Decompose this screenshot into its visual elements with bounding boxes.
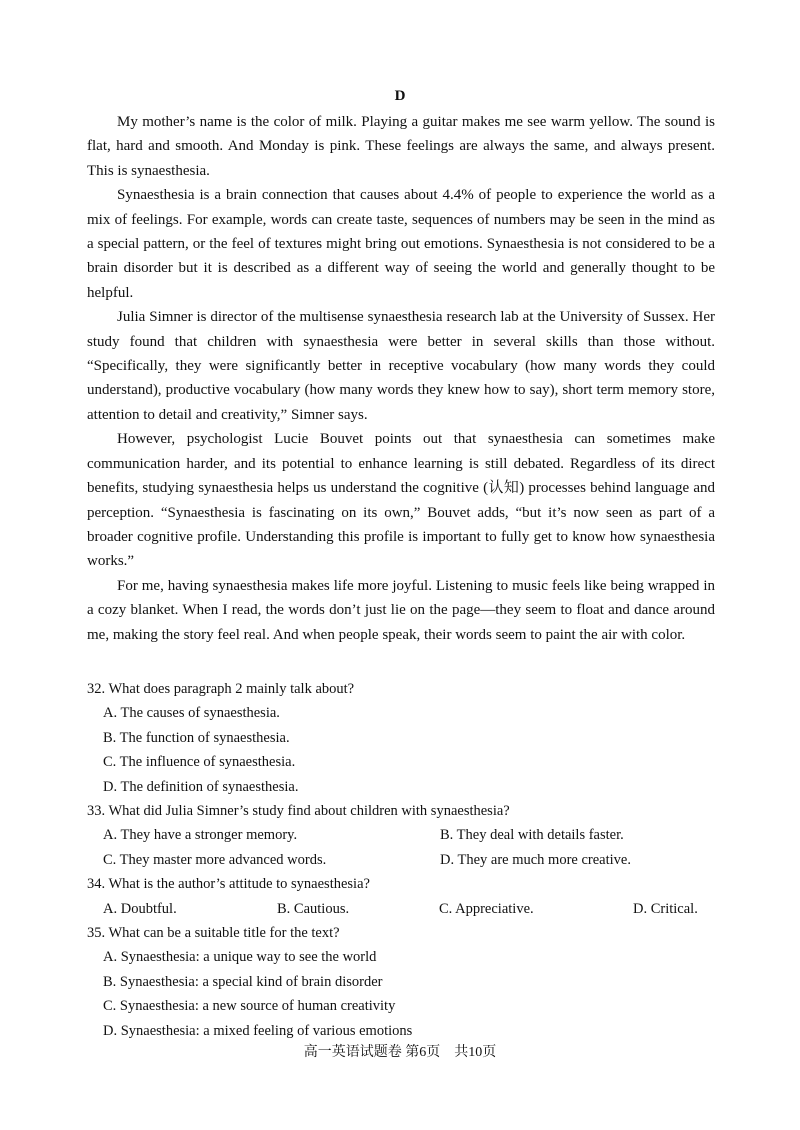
option-list <box>87 823 727 872</box>
option-row <box>103 823 727 847</box>
option-c: C. They master more advanced words. <box>103 851 327 868</box>
option-c: C. The influence of synaesthesia. <box>103 754 296 771</box>
passage-paragraph-1: My mother’s name is the color of milk. Playing a guitar makes me see warm yellow. The sound is flat, hard and smooth. And Monday is pink. These feelings are always the same, and always present. This is synaesthesia. <box>87 114 715 179</box>
page-footer: 高一英语试题卷 第6页 共10页 <box>303 1045 497 1060</box>
question-33 <box>87 799 727 872</box>
option-c: C. Synaesthesia: a new source of human creativity <box>103 998 396 1015</box>
passage-paragraph-2: Synaesthesia is a brain connection that causes about 4.4% of people to experience the world as a mix of feelings. For example, words can create taste, sequences of numbers may be seen in the mind as a special pattern, or the feel of textures might bring out emotions. Synaesthesia is not considered to be a brain disorder but it is described as a different way of seeing the world and generally thought to be helpful. <box>87 187 715 301</box>
question-35 <box>87 921 727 1043</box>
question-34 <box>87 872 727 921</box>
option-d: D. The definition of synaesthesia. <box>103 778 299 795</box>
option-b: B. Synaesthesia: a special kind of brain disorder <box>103 973 383 990</box>
section-label: D <box>394 88 406 104</box>
option-d: D. Critical. <box>633 900 698 917</box>
option-row <box>103 848 727 872</box>
option-row <box>103 897 727 921</box>
option-b: B. Cautious. <box>277 900 350 917</box>
option-c: C. Appreciative. <box>439 900 534 917</box>
option-list <box>87 897 727 921</box>
option-list <box>87 701 727 799</box>
question-stem: 35. What can be a suitable title for the text? <box>87 925 340 942</box>
option-list <box>87 945 727 1043</box>
option-d: D. They are much more creative. <box>440 851 631 868</box>
option-d: D. Synaesthesia: a mixed feeling of various emotions <box>103 1022 413 1039</box>
option-a: A. The causes of synaesthesia. <box>103 705 280 722</box>
question-stem: 32. What does paragraph 2 mainly talk about? <box>87 681 355 697</box>
option-a: A. Synaesthesia: a unique way to see the world <box>103 949 377 966</box>
question-32 <box>87 677 727 799</box>
option-a: A. Doubtful. <box>103 900 177 917</box>
passage-paragraph-4: However, psychologist Lucie Bouvet points out that synaesthesia can sometimes make communication harder, and its potential to enhance learning is still debated. Regardless of its direct benefits, studying synaesthesia helps us understand the cognitive (认知) processes behind language and perception. “Synaesthesia is fascinating on its own,” Bouvet adds, “but it’s now seen as part of a broader cognitive profile. Understanding this profile is important to fully get to know how synaesthesia works.” <box>87 431 715 570</box>
reading-passage <box>87 110 715 647</box>
question-list <box>87 677 727 1043</box>
passage-paragraph-5: For me, having synaesthesia makes life more joyful. Listening to music feels like being wrapped in a cozy blanket. When I read, the words don’t just lie on the page—they seem to float and dance around me, making the story feel real. And when people speak, their words seem to paint the air with color. <box>87 577 715 643</box>
question-stem: 33. What did Julia Simner’s study find about children with synaesthesia? <box>87 803 510 820</box>
option-a: A. They have a stronger memory. <box>103 827 298 844</box>
passage-paragraph-3: Julia Simner is director of the multisense synaesthesia research lab at the University of Sussex. Her study found that children with synaesthesia were better in several skills than those without. “Specifically, they were significantly better in receptive vocabulary (how many words they could understand), productive vocabulary (how many words they knew how to say), short term memory store, attention to detail and creativity,” Simner says. <box>87 309 715 423</box>
option-b: B. The function of synaesthesia. <box>103 729 290 746</box>
question-stem: 34. What is the author’s attitude to synaesthesia? <box>87 876 370 893</box>
option-b: B. They deal with details faster. <box>440 827 624 844</box>
